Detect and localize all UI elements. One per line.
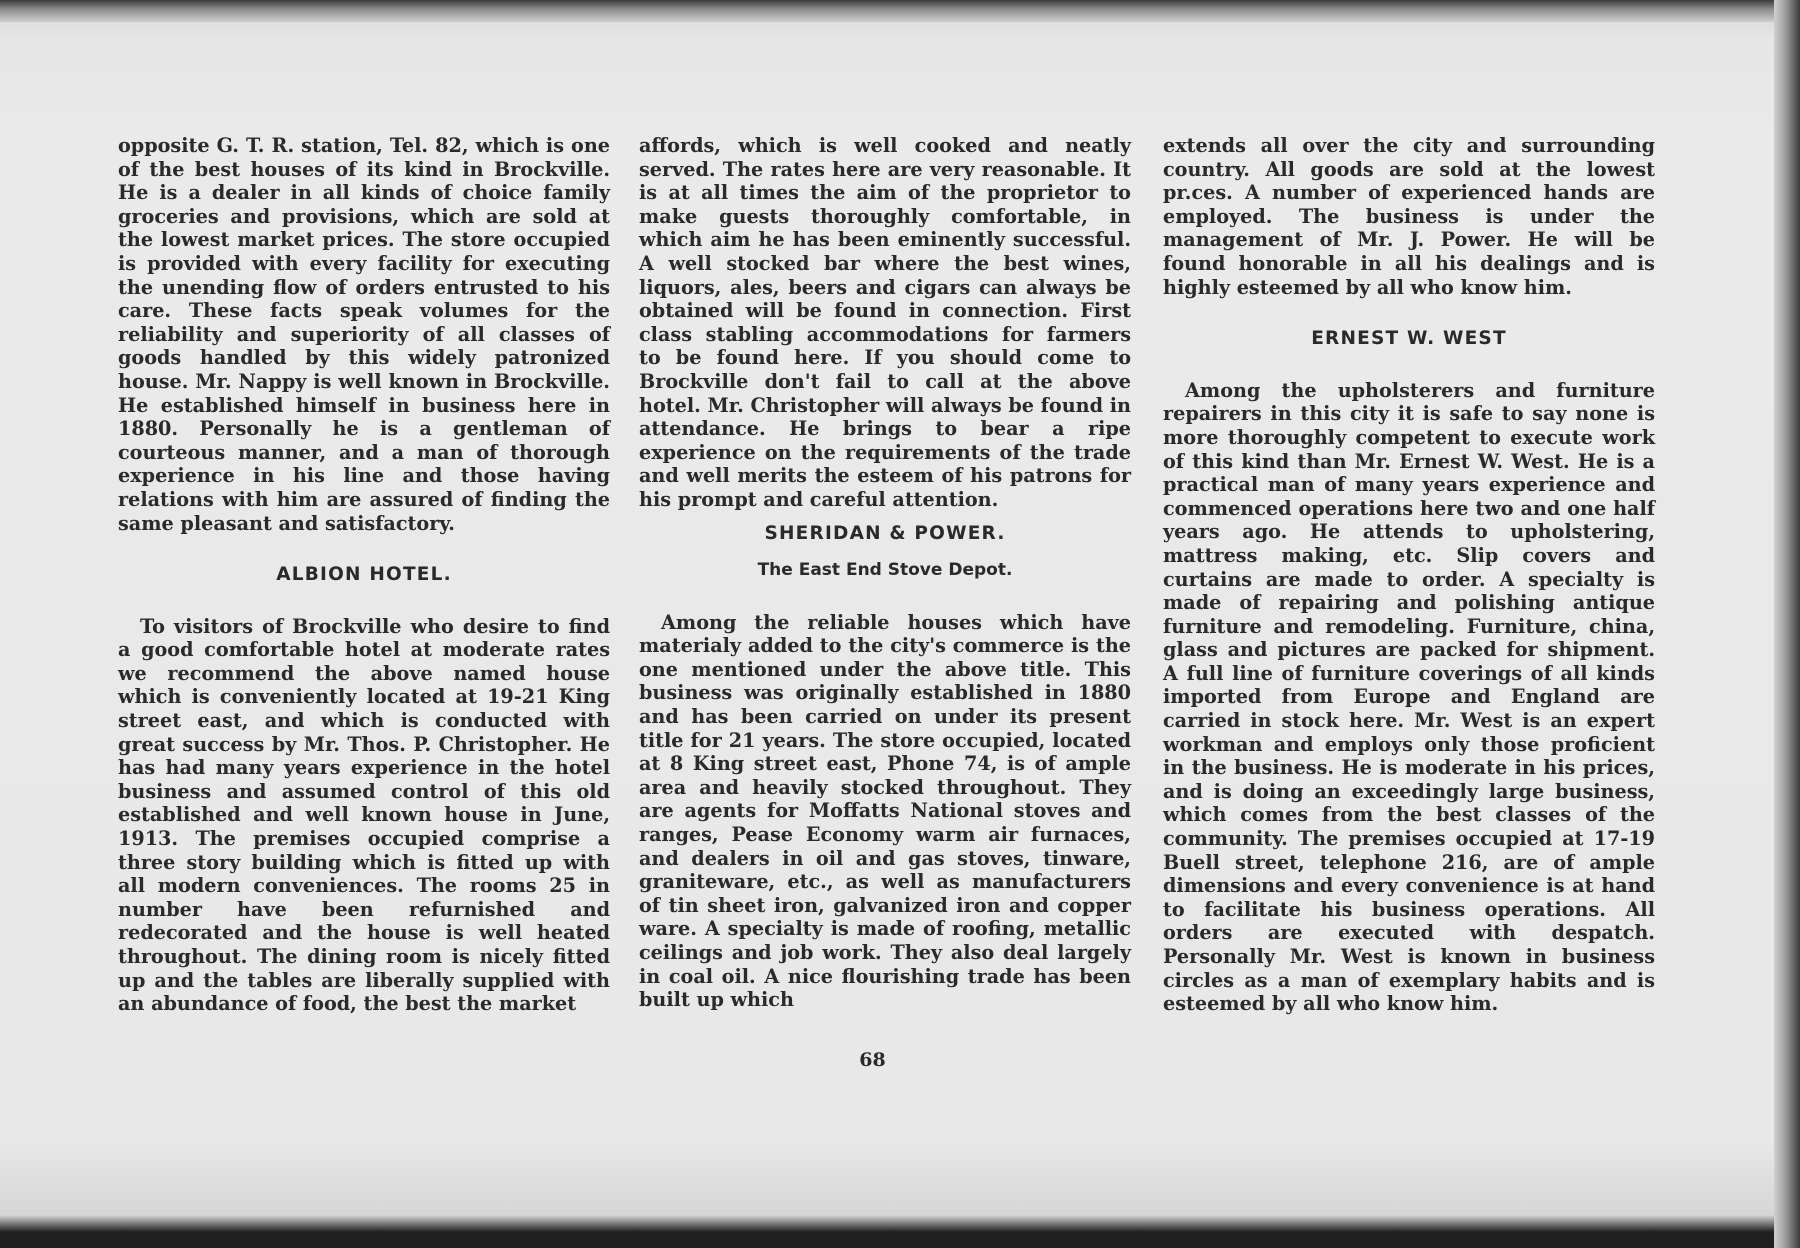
paragraph-continued: affords, which is well cooked and neatly served. The rates here are very reasonable. It is at all times the aim of the proprietor to make guests thoroughly comfortable, in which aim he has been eminently successful. A well stocked bar where the best wines, liquors, ales, beers and cigars can always be obtained will be found in connection. First class stabling accommodations for farmers to be found here. If you should come to Brockville don't fail to call at the above hotel. Mr. Christopher will always be found in attendance. He brings to bear a ripe experience on the requirements of the trade and well merits the esteem of his patrons for his prompt and careful attention. [639,134,1131,511]
paragraph-continued: opposite G. T. R. station, Tel. 82, which is one of the best houses of its kind in Brockville. He is a dealer in all kinds of choice family groceries and provisions, which are sold at the lowest market prices. The store occupied is provided with every facility for executing the unending flow of orders entrusted to his care. These facts speak volumes for the reliability and superiority of all classes of goods handled by this widely patronized house. Mr. Nappy is well known in Brockville. He established himself in business here in 1880. Personally he is a gentleman of courteous manner, and a man of thorough experience in his line and those having relations with him are assured of finding the same pleasant and satisfactory. [118,134,610,535]
page-right-edge [1774,0,1800,1248]
text-column-1 [118,134,610,1016]
heading-ernest-w-west: ERNEST W. WEST [1311,328,1507,350]
subheading-east-end-stove-depot: The East End Stove Depot. [757,560,1013,581]
paragraph-sheridan-power: Among the reliable houses which have materialy added to the city's commerce is the one mentioned under the above title. This business was originally established in 1880 and has been carried on under its present title for 21 years. The store occupied, located at 8 King street east, Phone 74, is of ample area and heavily stocked throughout. They are agents for Moffatts National stoves and ranges, Pease Economy warm air furnaces, and dealers in oil and gas stoves, tinware, graniteware, etc., as well as manufacturers of tin sheet iron, galvanized iron and copper ware. A specialty is made of roofing, metallic ceilings and job work. They also deal largely in coal oil. A nice flourishing trade has been built up which [639,610,1131,1012]
text-column-3 [1163,134,1655,1016]
text-column-2 [639,134,1131,1012]
heading-sheridan-power: SHERIDAN & POWER. [764,522,1006,544]
paragraph-ernest-w-west: Among the upholsterers and furniture repairers in this city it is safe to say none is more thoroughly competent to execute work of this kind than Mr. Ernest W. West. He is a practical man of many years experience and commenced operations here two and one half years ago. He attends to upholstering, mattress making, etc. Slip covers and curtains are made to order. A specialty is made of repairing and polishing antique furniture and remodeling. Furniture, china, glass and pictures are packed for shipment. A full line of furniture coverings of all kinds imported from Europe and England are carried in stock here. Mr. West is an expert workman and employs only those proficient in the business. He is moderate in his prices, and is doing an exceedingly large business, which comes from the best classes of the community. The premises occupied at 17-19 Buell street, telephone 216, are of ample dimensions and every convenience is at hand to facilitate his business operations. All orders are executed with despatch. Personally Mr. West is known in business circles as a man of exemplary habits and is esteemed by all who know him. [1163,378,1655,1016]
heading-albion-hotel: ALBION HOTEL. [276,564,452,586]
page-number: 68 [859,1049,886,1071]
paragraph-albion-hotel: To visitors of Brockville who desire to find a good comfortable hotel at moderate rates we recommend the above named house which is conveniently located at 19-21 King street east, and which is conducted with great success by Mr. Thos. P. Christopher. He has had many years experience in the hotel business and assumed control of this old established and well known house in June, 1913. The premises occupied comprise a three story building which is fitted up with all modern conveniences. The rooms 25 in number have been refurnished and redecorated and the house is well heated throughout. The dining room is nicely fitted up and the tables are liberally supplied with an abundance of food, the best the market [118,614,610,1016]
page-top-edge [0,0,1800,22]
paragraph-continued: extends all over the city and surrounding country. All goods are sold at the lowest pr.ces. A number of experienced hands are employed. The business is under the management of Mr. J. Power. He will be found honorable in all his dealings and is highly esteemed by all who know him. [1163,134,1655,299]
